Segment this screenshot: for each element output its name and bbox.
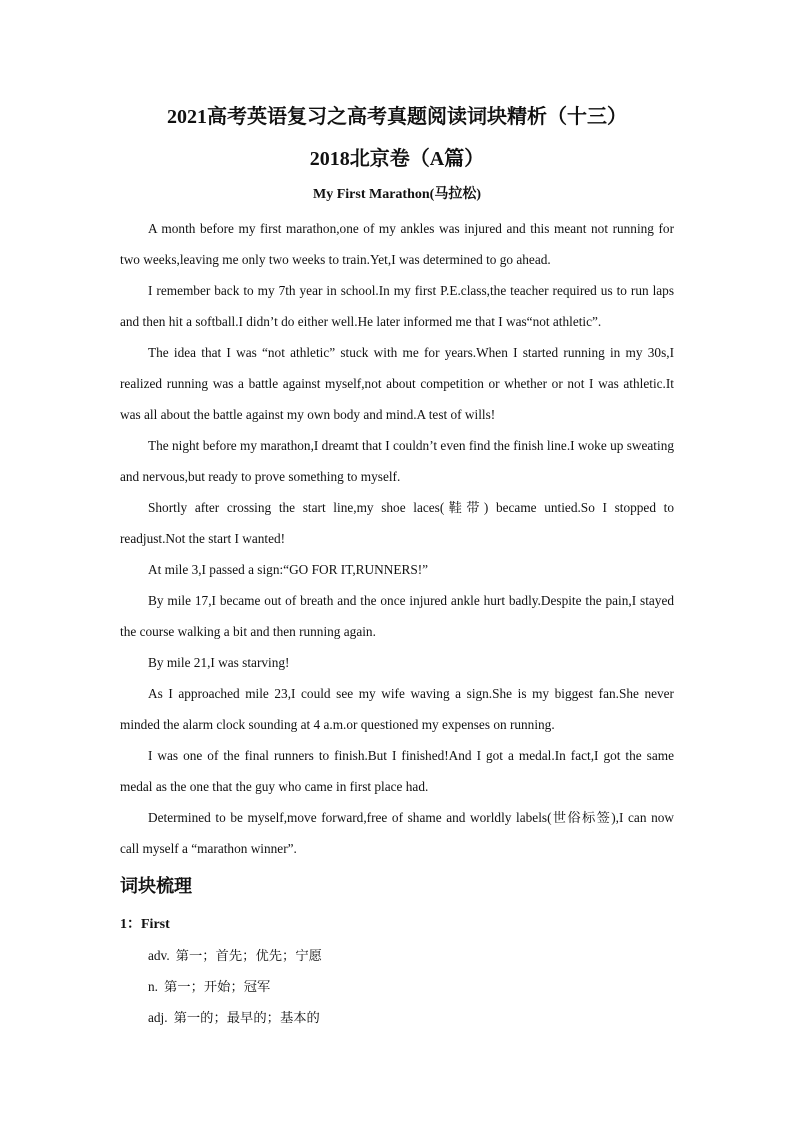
- paragraph: By mile 17,I became out of breath and the once injured ankle hurt badly.Despite the pain,I stayed the course walking a bit and then running again.: [120, 593, 674, 639]
- paragraph: Determined to be myself,move forward,free of shame and worldly labels(世俗标签),I can now call myself a “marathon winner”.: [120, 810, 674, 856]
- vocab-sense: [120, 971, 674, 1002]
- paragraph: At mile 3,I passed a sign:“GO FOR IT,RUNNERS!”: [148, 562, 429, 577]
- sense-meaning: 第一；首先；优先；宁愿: [175, 948, 322, 963]
- part-of-speech: adj.: [148, 1010, 168, 1025]
- paragraph: Shortly after crossing the start line,my shoe laces(鞋带) became untied.So I stopped to readjust.Not the start I wanted!: [120, 500, 674, 546]
- paragraph: The night before my marathon,I dreamt that I couldn’t even find the finish line.I woke up sweating and nervous,but ready to prove something to myself.: [120, 438, 674, 484]
- sense-meaning: 第一的；最早的；基本的: [173, 1010, 320, 1025]
- document-subtitle: 2018北京卷（A篇）: [309, 148, 485, 170]
- section-heading: 词块梳理: [120, 876, 192, 896]
- sense-meaning: 第一；开始；冠军: [163, 979, 271, 994]
- paragraph: As I approached mile 23,I could see my wife waving a sign.She is my biggest fan.She never minded the alarm clock sounding at 4 a.m.or questioned my expenses on running.: [120, 686, 674, 732]
- vocab-sense: [120, 1002, 674, 1033]
- paragraph: A month before my first marathon,one of my ankles was injured and this meant not running for two weeks,leaving me only two weeks to train.Yet,I was determined to go ahead.: [120, 221, 674, 267]
- paragraph: I was one of the final runners to finish.But I finished!And I got a medal.In fact,I got the same medal as the one that the guy who came in first place had.: [120, 748, 674, 794]
- paragraph: The idea that I was “not athletic” stuck with me for years.When I started running in my 30s,I realized running was a battle against myself,not about competition or whether or not I was athletic.It was all about the battle against my own body and mind.A test of wills!: [120, 345, 674, 422]
- article-body: [120, 213, 674, 864]
- part-of-speech: adv.: [148, 948, 170, 963]
- vocab-item: [120, 909, 674, 1033]
- part-of-speech: n.: [148, 979, 158, 994]
- document-title: 2021高考英语复习之高考真题阅读词块精析（十三）: [167, 106, 627, 128]
- vocab-sense: [120, 940, 674, 971]
- paragraph: By mile 21,I was starving!: [148, 655, 290, 670]
- essay-title: My First Marathon(马拉松): [313, 187, 481, 202]
- vocab-word-heading: 1：First: [120, 917, 170, 932]
- paragraph: I remember back to my 7th year in school.In my first P.E.class,the teacher required us to run laps and then hit a softball.I didn’t do either well.He later informed me that I was“not athletic”.: [120, 283, 674, 329]
